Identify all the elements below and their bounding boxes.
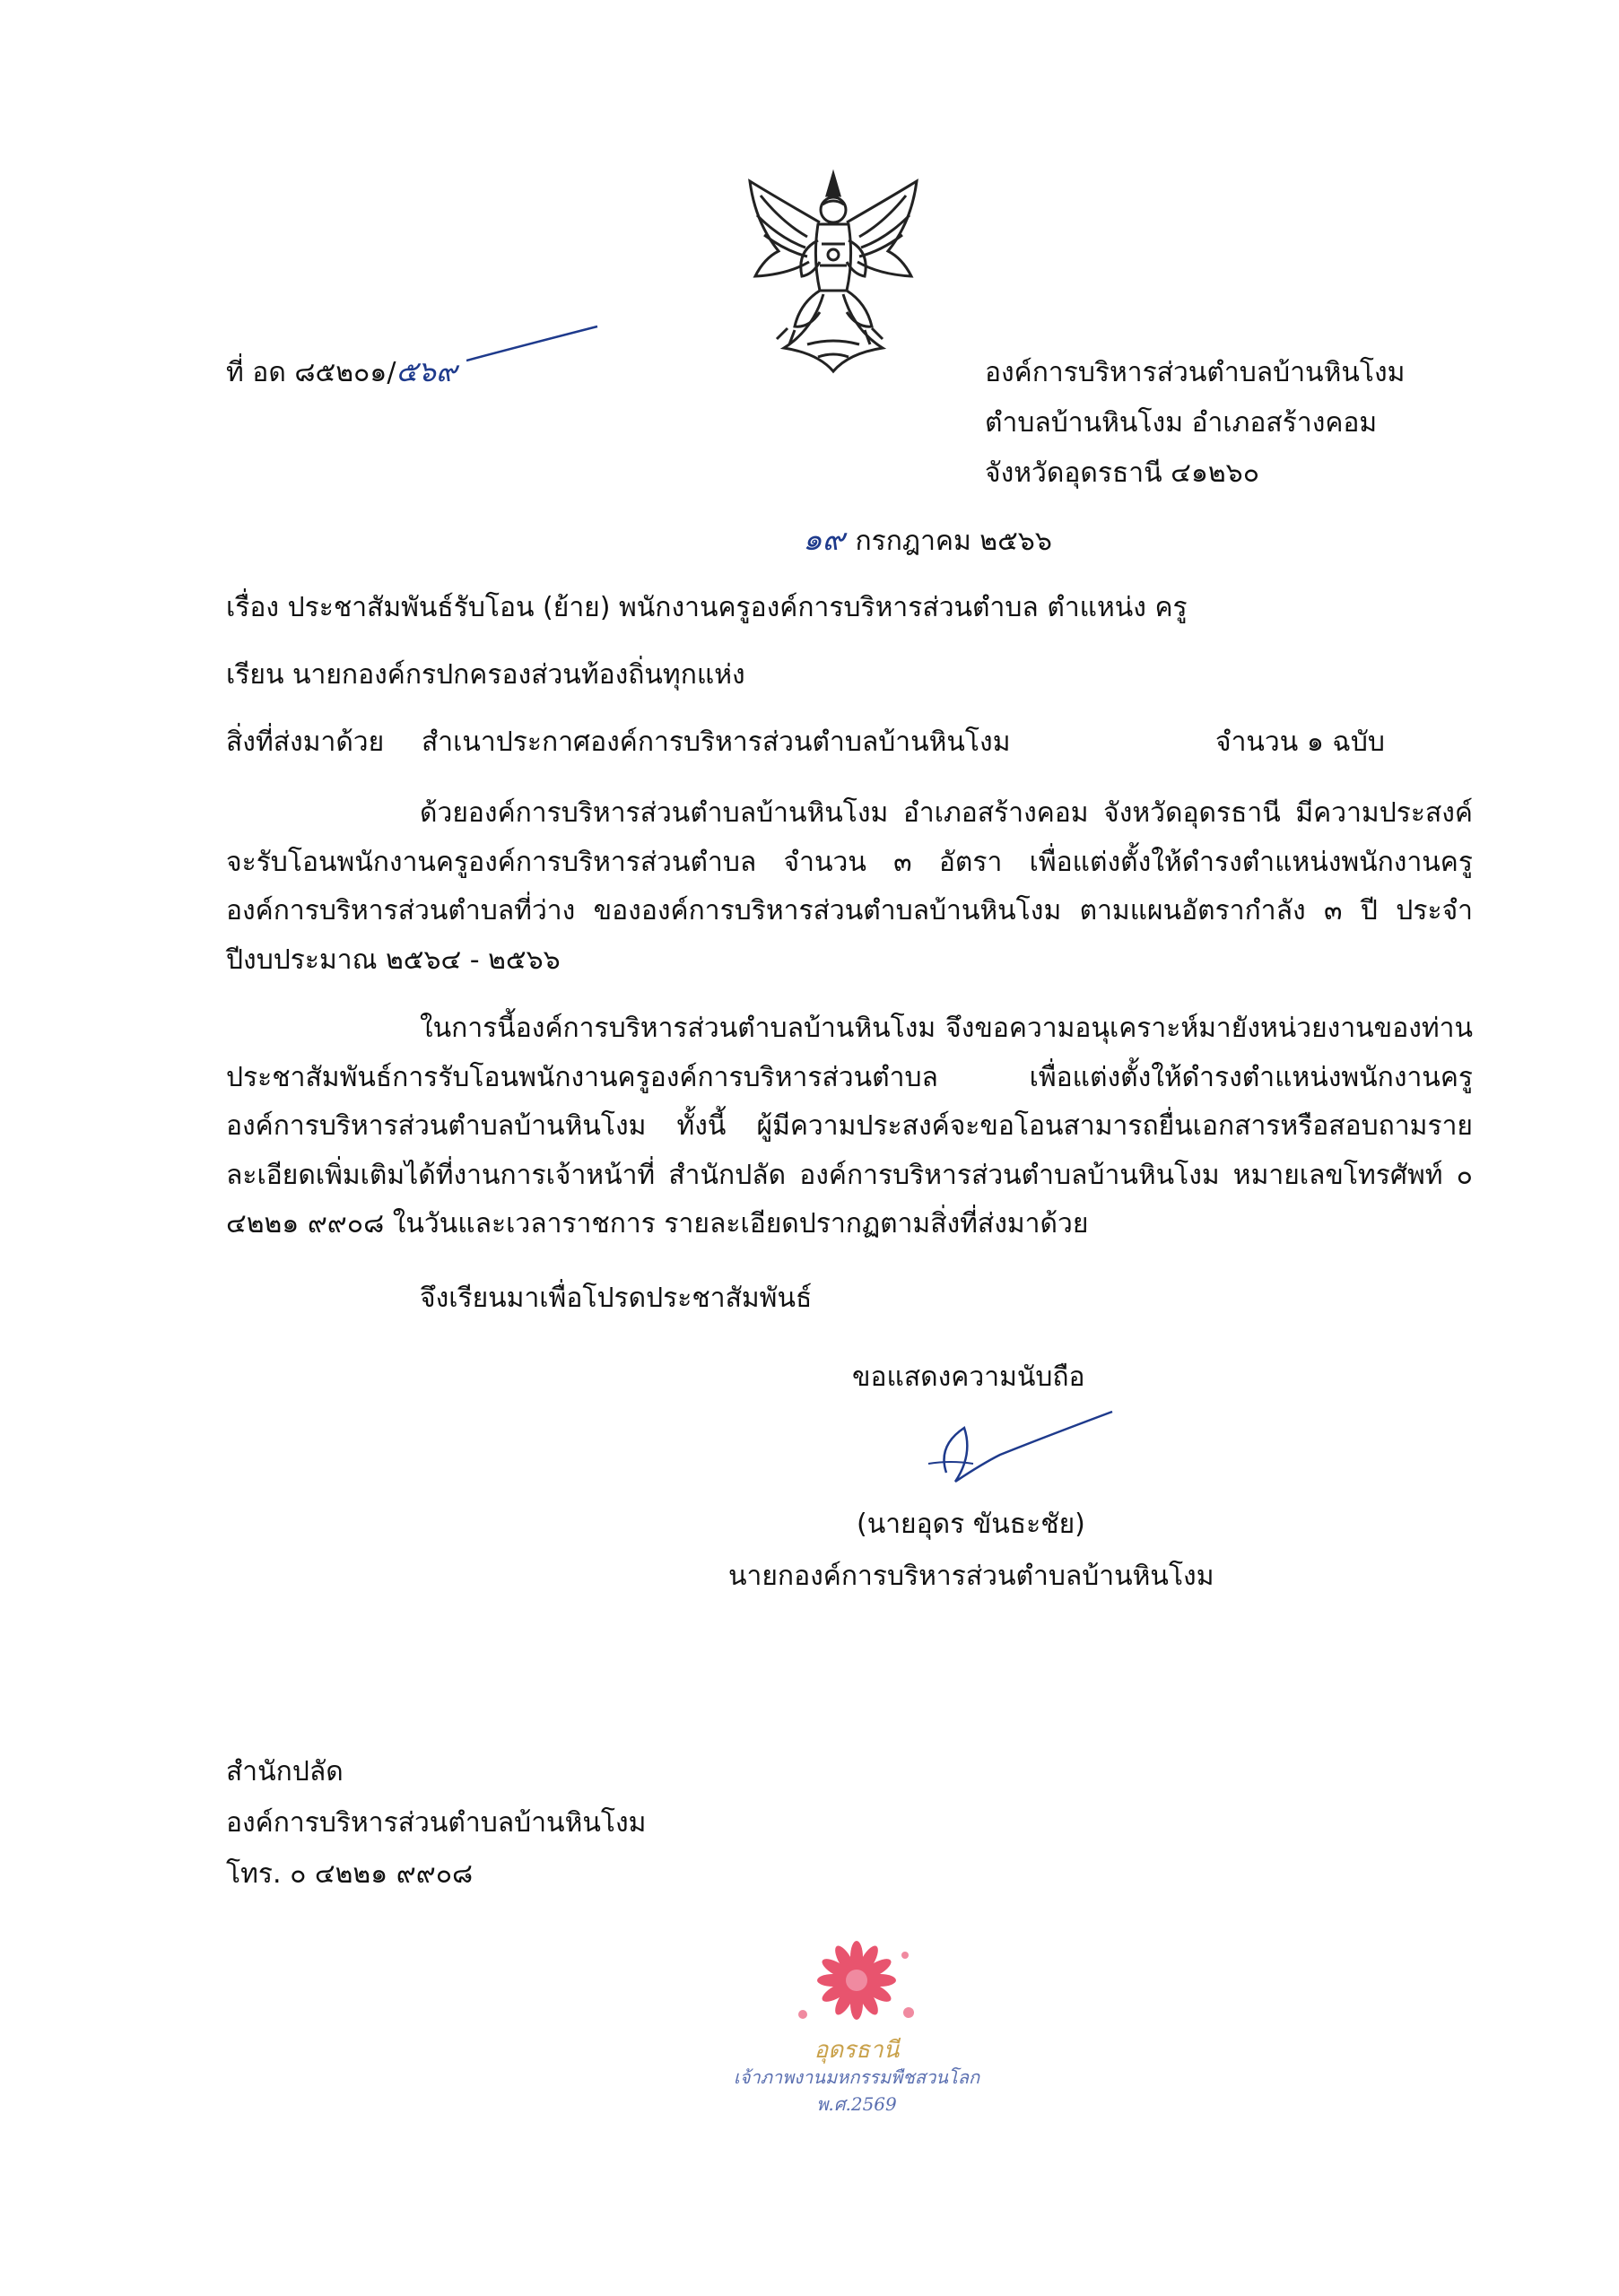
- letter-date: [803, 522, 1052, 559]
- contact-line-3: โทร. ๐ ๔๒๒๑ ๙๙๐๘: [226, 1858, 474, 1890]
- garuda-emblem-icon: [737, 169, 929, 377]
- signer-name: (นายอุดร ขันธะชัย): [857, 1509, 1085, 1540]
- logo-title: อุดรธานี: [814, 2037, 900, 2064]
- closing-phrase: ขอแสดงความนับถือ: [852, 1361, 1085, 1393]
- reference-handwritten: ๕๖๙: [396, 354, 457, 388]
- body-paragraph-1: ด้วยองค์การบริหารส่วนตำบลบ้านหินโงม อำเภอสร้างคอม จังหวัดอุดรธานี มีความประสงค์จะรับโอนพนักงานครูองค์การบริหารส่วนตำบล จำนวน ๓ อัตรา เพื่อแต่งตั้งให้ดำรงตำแหน่งพนักงานครูองค์การบริหารส่วนตำบลที่ว่าง ขององค์การบริหารส่วนตำบลบ้านหินโงม ตามแผนอัตรากำลัง ๓ ปี ประจำปีงบประมาณ ๒๕๖๔ - ๒๕๖๖: [226, 797, 1473, 976]
- subject-line: เรื่อง ประชาสัมพันธ์รับโอน (ย้าย) พนักงานครูองค์การบริหารส่วนตำบล ตำแหน่ง ครู: [226, 592, 1188, 623]
- sender-line-3: จังหวัดอุดรธานี ๔๑๒๖๐: [985, 457, 1260, 489]
- reference-handwritten-stroke: [466, 325, 601, 370]
- contact-line-1: สำนักปลัด: [226, 1756, 344, 1787]
- logo-line-1: เจ้าภาพงานมหกรรมพืชสวนโลก: [733, 2066, 980, 2088]
- reference-number: [226, 354, 457, 389]
- date-month-year: กรกฎาคม ๒๕๖๖: [855, 526, 1052, 557]
- logo-line-2: พ.ศ.2569: [816, 2093, 897, 2115]
- signature-icon: [910, 1410, 1117, 1491]
- signer-title: นายกองค์การบริหารส่วนตำบลบ้านหินโงม: [728, 1561, 1214, 1592]
- contact-line-2: องค์การบริหารส่วนตำบลบ้านหินโงม: [226, 1807, 647, 1839]
- body-paragraph-2: ในการนี้องค์การบริหารส่วนตำบลบ้านหินโงม จึงขอความอนุเคราะห์มายังหน่วยงานของท่านประชาสัมพันธ์การรับโอนพนักงานครูองค์การบริหารส่วนตำบล เพื่อแต่งตั้งให้ดำรงตำแหน่งพนักงานครูองค์การบริหารส่วนตำบลบ้านหินโงม ทั้งนี้ ผู้มีความประสงค์จะขอโอนสามารถยื่นเอกสารหรือสอบถามรายละเอียดเพิ่มเติมได้ที่งานการเจ้าหน้าที่ สำนักปลัด องค์การบริหารส่วนตำบลบ้านหินโงม หมายเลขโทรศัพท์ ๐ ๔๒๒๑ ๙๙๐๘ ในวันและเวลาราชการ รายละเอียดปรากฏตามสิ่งที่ส่งมาด้วย: [226, 1013, 1473, 1239]
- lotus-flower-icon: [794, 1937, 919, 2036]
- addressee-line: เรียน นายกองค์กรปกครองส่วนท้องถิ่นทุกแห่ง: [226, 659, 745, 691]
- body-paragraph-3: จึงเรียนมาเพื่อโปรดประชาสัมพันธ์: [420, 1283, 813, 1314]
- enclosure-item: สำเนาประกาศองค์การบริหารส่วนตำบลบ้านหินโงม: [422, 726, 1011, 758]
- sender-line-1: องค์การบริหารส่วนตำบลบ้านหินโงม: [985, 357, 1406, 388]
- sender-line-2: ตำบลบ้านหินโงม อำเภอสร้างคอม: [985, 407, 1378, 439]
- enclosure-quantity: จำนวน ๑ ฉบับ: [1215, 726, 1385, 758]
- date-day-handwritten: ๑๙: [803, 522, 845, 558]
- reference-prefix: ที่ อด ๘๕๒๐๑/: [226, 357, 396, 388]
- footer-logo: [691, 1937, 1023, 2117]
- enclosure-label: สิ่งที่ส่งมาด้วย: [226, 726, 385, 758]
